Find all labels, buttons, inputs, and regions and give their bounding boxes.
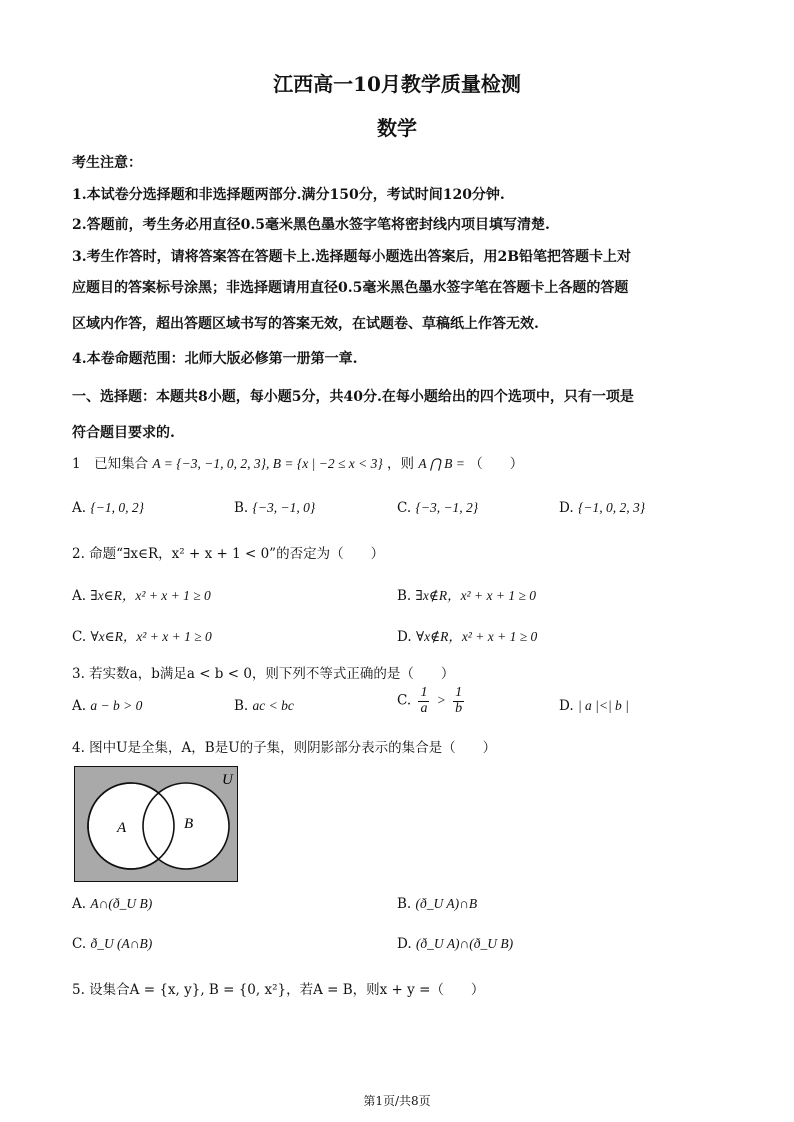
page-footer: 第1页/共8页	[363, 1094, 431, 1108]
q4-option-c[interactable]: C. ð_U (A∩B)	[72, 936, 153, 952]
question-4-stem: 4. 图中U是全集，A，B是U的子集，则阴影部分表示的集合是（ ）	[72, 740, 497, 756]
q2-option-b[interactable]: B. ∃x∉R，x² + x + 1 ≥ 0	[397, 588, 536, 604]
question-3-stem: 3. 若实数a，b满足a < b < 0，则下列不等式正确的是（ ）	[72, 666, 455, 682]
notice-item-3-cont: 应题目的答案标号涂黑；非选择题请用直径0.5毫米黑色墨水签字笔在答题卡上各题的答题	[72, 280, 629, 296]
q3-option-a[interactable]: A. a − b > 0	[72, 698, 143, 714]
venn-diagram	[74, 766, 238, 882]
question-1-stem	[72, 452, 523, 472]
q1-option-b[interactable]: B. {−3, −1, 0}	[234, 500, 316, 516]
q1-suffix: ，则	[387, 456, 415, 472]
q3-option-c[interactable]: C. $\frac{1}{a}$ > $\frac{1}{b}$	[397, 685, 463, 716]
q1-option-d[interactable]: D. {−1, 0, 2, 3}	[559, 500, 646, 516]
q4-option-a[interactable]: A. A∩(ð_U B)	[72, 896, 153, 912]
set-a-label: A	[117, 820, 127, 836]
q2-option-a[interactable]: A. ∃x∈R，x² + x + 1 ≥ 0	[72, 588, 211, 604]
q2-option-c[interactable]: C. ∀x∈R，x² + x + 1 ≥ 0	[72, 629, 212, 645]
question-2-stem: 2. 命题“∃x∈R，x² + x + 1 < 0”的否定为（ ）	[72, 546, 385, 562]
exam-title: 江西高一10月教学质量检测	[273, 72, 521, 96]
q1-option-c[interactable]: C. {−3, −1, 2}	[397, 500, 479, 516]
q4-option-b[interactable]: B. (ð_U A)∩B	[397, 896, 478, 912]
notice-item-3: 3.考生作答时，请将答案答在答题卡上.选择题每小题选出答案后，用2B铅笔把答题卡上对	[72, 249, 632, 265]
notice-heading: 考生注意：	[72, 155, 142, 171]
subject-title: 数学	[377, 116, 417, 140]
q2-option-d[interactable]: D. ∀x∉R，x² + x + 1 ≥ 0	[397, 629, 538, 645]
q1-math: A = {−3, −1, 0, 2, 3}, B = {x | −2 ≤ x < 3}	[152, 456, 383, 471]
section-heading-cont: 符合题目要求的.	[72, 425, 175, 441]
notice-item-1: 1.本试卷分选择题和非选择题两部分.满分150分，考试时间120分钟.	[72, 187, 505, 203]
set-b-label: B	[184, 816, 194, 832]
fraction-1-over-b: $\frac{1}{b}$	[455, 685, 463, 716]
notice-item-3-cont2: 区域内作答，超出答题区域书写的答案无效，在试题卷、草稿纸上作答无效.	[72, 316, 539, 332]
universe-label: U	[222, 772, 233, 788]
q1-prefix: 1 已知集合	[72, 456, 149, 472]
section-heading: 一、选择题：本题共8小题，每小题5分，共40分.在每小题给出的四个选项中，只有一项是	[72, 389, 634, 405]
q1-option-a[interactable]: A. {−1, 0, 2}	[72, 500, 145, 516]
notice-item-2: 2.答题前，考生务必用直径0.5毫米黑色墨水签字笔将密封线内项目填写清楚.	[72, 217, 550, 233]
fraction-1-over-a: $\frac{1}{a}$	[420, 685, 428, 716]
q1-end: （ ）	[469, 456, 524, 472]
question-5-stem: 5. 设集合A = {x, y}, B = {0, x²}，若A = B，则x + y =（ ）	[72, 982, 485, 998]
q3-option-d[interactable]: D. | a |<| b |	[559, 698, 629, 714]
q3-option-b[interactable]: B. ac < bc	[234, 698, 294, 714]
q1-math2: A ⋂ B =	[418, 456, 465, 471]
q4-option-d[interactable]: D. (ð_U A)∩(ð_U B)	[397, 936, 514, 952]
notice-item-4: 4.本卷命题范围：北师大版必修第一册第一章.	[72, 351, 358, 367]
